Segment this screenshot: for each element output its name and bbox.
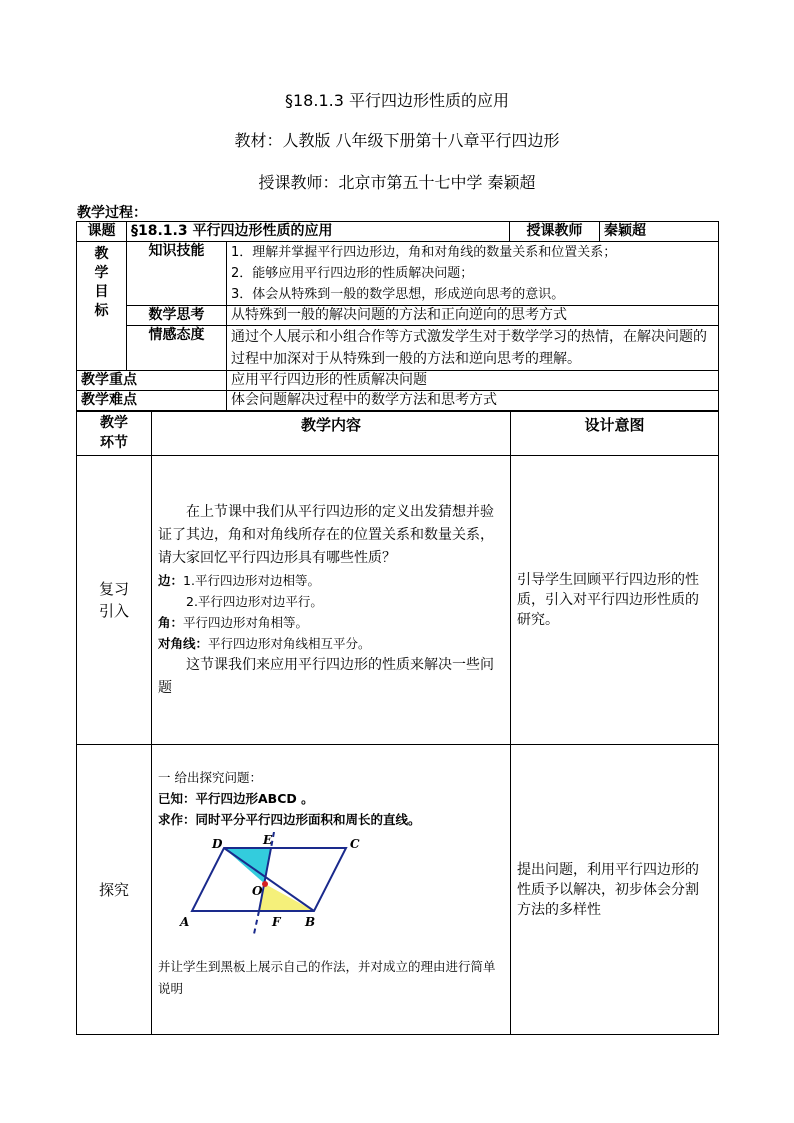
difficulty-value: 体会问题解决过程中的数学方法和思考方式 [227,391,719,411]
review-closing: 这节课我们来应用平行四边形的性质来解决一些问题 [158,656,494,696]
diagonal-value: 平行四边形对角线相互平分。 [208,635,371,651]
explore-intent: 提出问题，利用平行四边形的性质予以解决，初步体会分割方法的多样性 [511,745,719,1035]
label-o: O [252,884,263,898]
knowledge-item: 2．能够应用平行四边形的性质解决问题； [231,266,474,281]
review-intro: 在上节课中我们从平行四边形的定义出发猜想并验证了其边，角和对角线所存在的位置关系和数量关系，请大家回忆平行四边形具有哪些性质？ [158,503,494,566]
explore-heading: 一 给出探究问题： [158,770,262,785]
parallelogram-figure [174,832,374,954]
lower-shaded-triangle [259,884,314,911]
material-line: 教材：人教版 八年级下册第十八章平行四边形 [234,131,560,150]
angle-label: 角： [158,614,184,630]
center-point-o [262,881,268,887]
review-stage: 复习 引入 [77,456,152,745]
knowledge-item: 3．体会从特殊到一般的数学思想，形成逆向思考的意识。 [231,287,565,302]
knowledge-item: 1．理解并掌握平行四边形边，角和对角线的数量关系和位置关系； [231,245,617,260]
label-e: E [263,833,273,847]
difficulty-label: 教学难点 [77,391,227,411]
label-b: B [305,915,316,929]
teacher-line: 授课教师：北京市第五十七中学 秦颖超 [258,173,536,192]
explore-content [152,745,511,1035]
intent-header: 设计意图 [511,412,719,456]
explore-after: 并让学生到黑板上展示自己的作法，并对成立的理由进行简单说明 [158,959,496,996]
label-d: D [212,837,223,851]
explore-given: 已知：平行四边形ABCD 。 [158,791,314,806]
thinking-label: 数学思考 [127,306,227,326]
label-f: F [272,915,281,929]
key-point-label: 教学重点 [77,371,227,391]
diagonal-label: 对角线： [158,635,209,651]
explore-task: 求作：同时平分平行四边形面积和周长的直线。 [158,812,421,827]
angle-value: 平行四边形对角相等。 [183,614,309,630]
label-c: C [350,837,360,851]
teaching-process-table [76,411,719,1035]
stage-header: 教学 环节 [77,412,152,456]
side-item: 2.平行四边形对边平行。 [186,593,323,609]
side-item: 1.平行四边形对边相等。 [183,572,320,588]
lesson-info-table [76,221,719,411]
goals-label: 教 学 目 标 [77,242,127,371]
knowledge-list [227,242,719,306]
attitude-value: 通过个人展示和小组合作等方式激发学生对于数学学习的热情，在解决问题的过程中加深对于从特殊到一般的方法和逆向思考的理解。 [227,326,719,371]
attitude-label: 情感态度 [127,326,227,371]
explore-stage: 探究 [77,745,152,1035]
topic-label: 课题 [77,222,127,242]
label-a: A [180,915,190,929]
knowledge-label: 知识技能 [127,242,227,306]
review-intent: 引导学生回顾平行四边形的性质，引入对平行四边形性质的研究。 [511,456,719,745]
topic-value: §18.1.3 平行四边形性质的应用 [127,222,510,242]
side-label: 边： [158,572,184,588]
key-point-value: 应用平行四边形的性质解决问题 [227,371,719,391]
process-label: 教学过程： [77,205,147,221]
teacher-value: 秦颖超 [600,222,719,242]
content-header: 教学内容 [152,412,511,456]
review-content [152,456,511,745]
page-title: §18.1.3 平行四边形性质的应用 [285,91,509,110]
thinking-value: 从特殊到一般的解决问题的方法和正向逆向的思考方式 [227,306,719,326]
bisecting-line-dashed-bottom [254,911,259,934]
teacher-label: 授课教师 [510,222,600,242]
